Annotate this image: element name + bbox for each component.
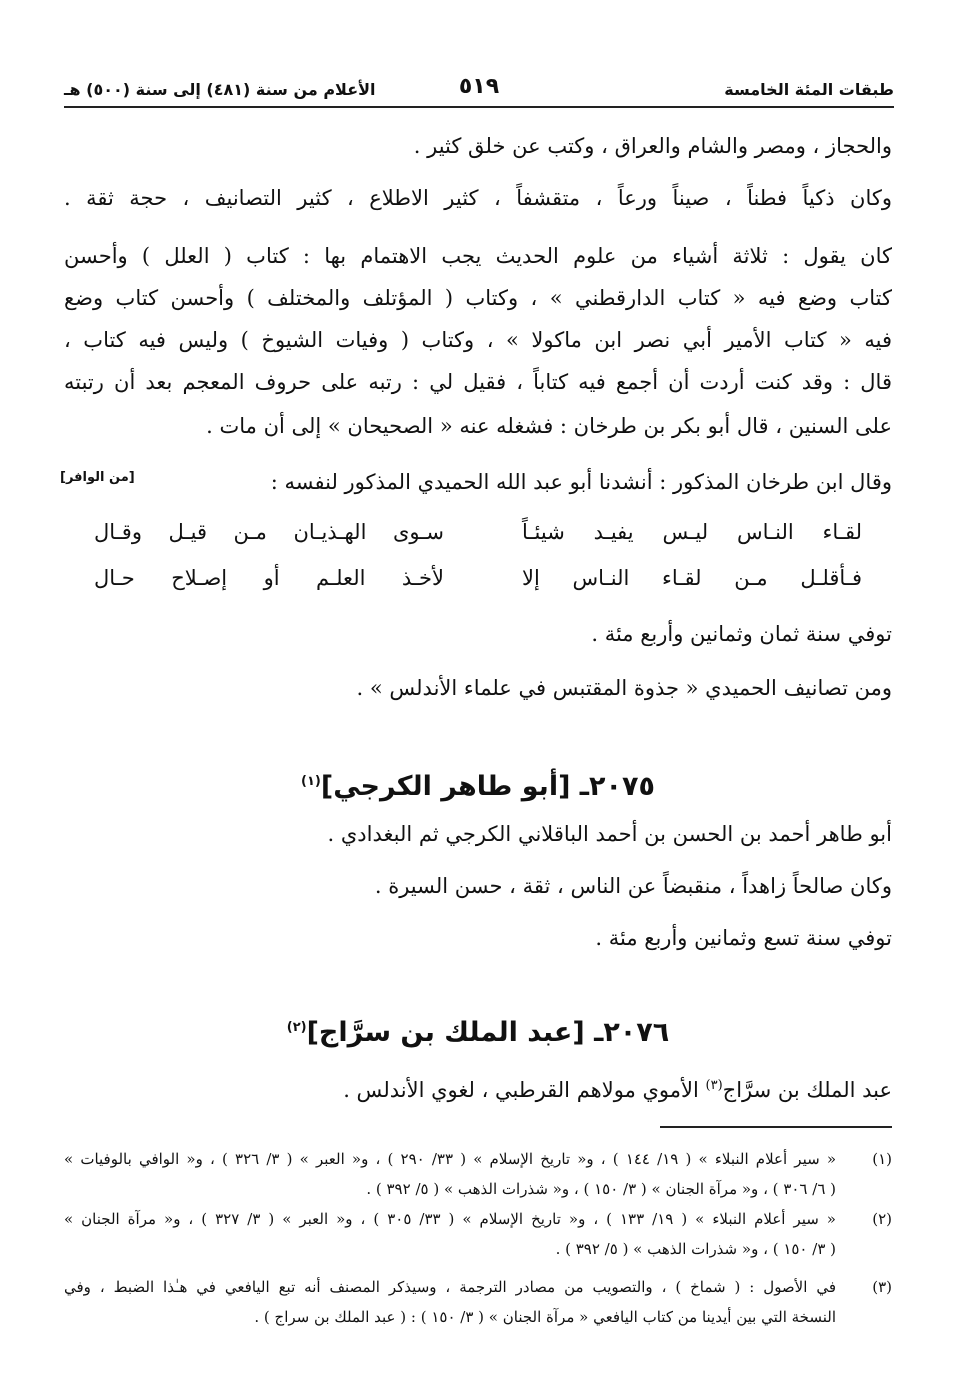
page-number: ٥١٩ bbox=[458, 74, 500, 99]
running-header bbox=[64, 72, 894, 108]
poetic-meter-label: [من الوافر] bbox=[60, 470, 135, 485]
body-text: عبد الملك بن سرَّاج bbox=[722, 1078, 892, 1102]
footnote-line: ( ٦/ ٣٠٦ ) ، و« مرآة الجنان » ( ٣/ ١٥٠ ) ، و« شذرات الذهب » ( ٥/ ٣٩٢ ) . bbox=[366, 1180, 836, 1198]
poem-intro: وقال ابن طرخان المذكور : أنشدنا أبو عبد الله الحميدي المذكور لنفسه : bbox=[270, 470, 892, 494]
verse-first-hemistich: لقـاء النـاس ليـس يفيـد شيئـاً bbox=[522, 520, 862, 544]
verse-second-hemistich: سـوى الهـذيـان مـن قيـل وقـال bbox=[94, 520, 444, 544]
footnote-line: في الأصول : ( شماخ ) ، والتصويب من مصادر الترجمة ، وسيذكر المصنف أنه تبع اليافعي في هـٰذا الضبط ، وفي bbox=[64, 1278, 836, 1296]
body-line: توفي سنة ثمان وثمانين وأربع مئة . bbox=[591, 622, 892, 646]
footnote bbox=[64, 1206, 892, 1266]
footnote-number: (٣) bbox=[872, 1278, 892, 1296]
footnote-line: « سير أعلام النبلاء » ( ١٩/ ١٤٤ ) ، و« تاريخ الإسلام » ( ٣٣/ ٢٩٠ ) ، و« العبر » ( ٣/ ٣٢٦ ) ، و« الوافي بالوفيات » bbox=[64, 1150, 836, 1168]
footnote-line: ( ٣/ ١٥٠ ) ، و« شذرات الذهب » ( ٥/ ٣٩٢ ) . bbox=[555, 1240, 836, 1258]
body-line: وكان صالحاً زاهداً ، منقبضاً عن الناس ، ثقة ، حسن السيرة . bbox=[374, 874, 892, 898]
body-line: وكان ذكياً فطناً ، صيناً ورعاً ، متقشفاً ، كثير الاطلاع ، كثير التصانيف ، حجة ثقة . bbox=[64, 186, 892, 210]
body-line: والحجاز ، ومصر والشام والعراق ، وكتب عن خلق كثير . bbox=[413, 134, 892, 158]
footnote-line: النسخة التي بين أيدينا من كتاب اليافعي « مرآة الجنان » ( ٣/ ١٥٠ ) : ( عبد الملك بن سراج ) . bbox=[254, 1308, 836, 1326]
footnote bbox=[64, 1274, 892, 1334]
book-title: طبقات المئة الخامسة bbox=[724, 80, 894, 99]
footnote-ref: (٢) bbox=[286, 1020, 307, 1035]
footnote-number: (٢) bbox=[872, 1210, 892, 1228]
body-line: كتاب وضع فيه « كتاب الدارقطني » ، وكتاب ( المؤتلف والمختلف ) وأحسن كتاب وضع bbox=[64, 286, 892, 310]
verse-first-hemistich: فـأقلـل مـن لقـاء النـاس إلا bbox=[522, 566, 862, 590]
entry-heading bbox=[0, 1006, 956, 1055]
body-line: توفي سنة تسع وثمانين وأربع مئة . bbox=[595, 926, 892, 950]
footnote bbox=[64, 1146, 892, 1206]
body-line: قال : وقد كنت أردت أن أجمع فيه كتاباً ، فقيل لي : رتبه على حروف المعجم بعد أن رتبته bbox=[64, 370, 892, 394]
body-line: على السنين ، قال أبو بكر بن طرخان : فشغله عنه « الصحيحان » إلى أن مات . bbox=[206, 414, 892, 438]
footnote-ref: (٣) bbox=[705, 1078, 723, 1093]
body-line: كان يقول : ثلاثة أشياء من علوم الحديث يجب الاهتمام بها : كتاب ( العلل ) وأحسن bbox=[64, 244, 892, 268]
body-text: الأموي مولاهم القرطبي ، لغوي الأندلس . bbox=[343, 1078, 706, 1102]
footnote-line: « سير أعلام النبلاء » ( ١٩/ ١٣٣ ) ، و« تاريخ الإسلام » ( ٣٣/ ٣٠٥ ) ، و« العبر » ( ٣/ ٣٢٧ ) ، و« مرآة الجنان » bbox=[64, 1210, 836, 1228]
body-line: فيه « كتاب الأمير أبي نصر ابن ماكولا » ، وكتاب ( وفيات الشيوخ ) وليس فيه كتاب ، bbox=[64, 328, 892, 352]
footnote-number: (١) bbox=[872, 1150, 892, 1168]
entry-heading-text: ٢٠٧٥ـ [أبو طاهر الكرجي] bbox=[320, 771, 655, 802]
body-line bbox=[64, 1066, 892, 1110]
footnote-separator bbox=[660, 1126, 892, 1128]
entry-heading-text: ٢٠٧٦ـ [عبد الملك بن سرَّاج] bbox=[306, 1017, 670, 1048]
section-range: الأعلام من سنة (٤٨١) إلى سنة (٥٠٠) هـ bbox=[64, 80, 376, 99]
body-line: أبو طاهر أحمد بن الحسن بن أحمد الباقلاني الكرجي ثم البغدادي . bbox=[327, 822, 892, 846]
verse-second-hemistich: لأخـذ العلـم أو إصـلاح حـال bbox=[94, 566, 444, 590]
footnote-ref: (١) bbox=[301, 774, 321, 789]
entry-heading bbox=[0, 760, 956, 809]
body-line: ومن تصانيف الحميدي « جذوة المقتبس في علماء الأندلس » . bbox=[356, 676, 892, 700]
